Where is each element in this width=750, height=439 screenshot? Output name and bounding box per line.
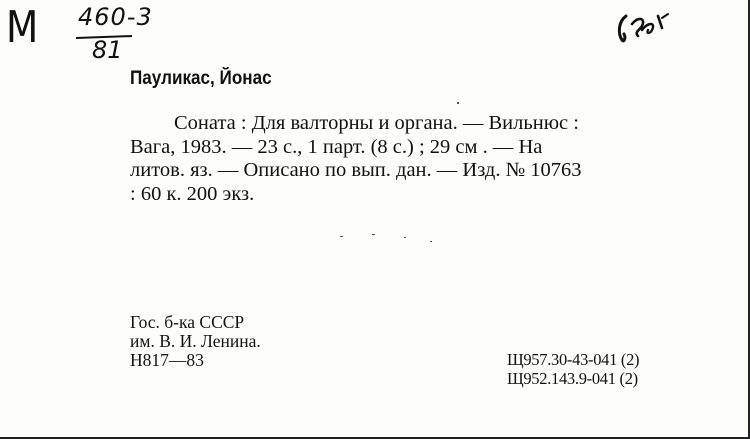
- description-line: : 60 к. 200 экз.: [130, 182, 255, 205]
- classification-code: Щ957.30-43-041 (2): [507, 350, 640, 369]
- shelfmark-number-bottom: 81: [92, 36, 123, 64]
- handwritten-mark: [612, 10, 672, 54]
- library-stamp-line: Гос. б-ка СССР: [130, 312, 245, 332]
- ink-speck: [340, 236, 343, 237]
- library-stamp-line: Н817—83: [130, 350, 204, 370]
- classification-code: Щ952.143.9-041 (2): [507, 369, 638, 388]
- shelfmark-letter: М: [6, 2, 39, 53]
- library-stamp: [130, 313, 261, 370]
- library-stamp-line: им. В. И. Ленина.: [130, 331, 261, 351]
- description-line: Вага, 1983. — 23 с., 1 парт. (8 с.) ; 29 см . — На: [130, 135, 543, 158]
- ink-speck: [372, 234, 375, 235]
- ink-speck: [404, 237, 406, 238]
- classification-codes: [507, 350, 639, 388]
- bibliographic-description: [130, 112, 670, 206]
- description-line: литов. яз. — Описано по вып. дан. — Изд. № 10763: [130, 159, 582, 181]
- shelfmark-number-top: 460-3: [78, 3, 153, 31]
- ink-speck: [430, 241, 432, 242]
- description-line: Соната : Для валторны и органа. — Вильнюс :: [174, 112, 579, 134]
- author-heading: Пауликас, Йонас: [130, 68, 272, 89]
- ink-speck: [457, 102, 459, 104]
